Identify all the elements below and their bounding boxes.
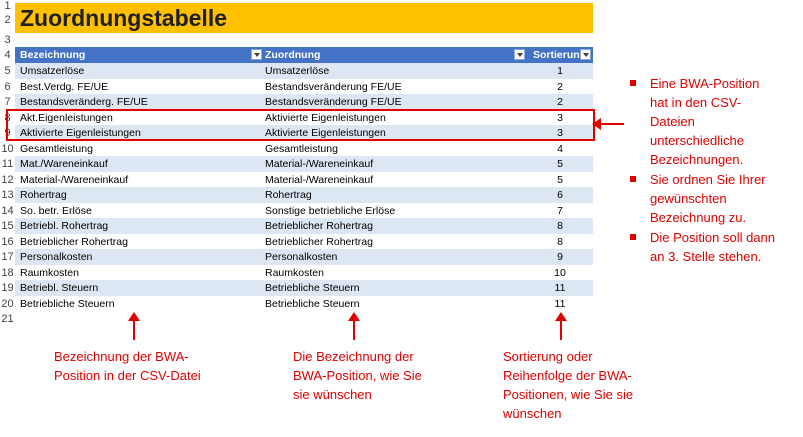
filter-dropdown-icon[interactable] (514, 49, 525, 60)
cell-sortierung[interactable]: 8 (557, 235, 563, 248)
cell-bezeichnung[interactable]: Rohertrag (20, 189, 67, 201)
bullet-line: gewünschten (650, 191, 727, 206)
arrow-left-icon (600, 123, 624, 125)
row-number[interactable]: 11 (1, 158, 14, 170)
bullet-line: Eine BWA-Position (650, 76, 760, 91)
annotation-line: Die Bezeichnung der (293, 349, 414, 364)
cell-zuordnung[interactable]: Betriebliche Steuern (265, 297, 360, 310)
cell-bezeichnung[interactable]: Akt.Eigenleistungen (20, 111, 113, 124)
cell-zuordnung[interactable]: Material-/Wareneinkauf (265, 173, 374, 186)
row-number[interactable]: 4 (0, 47, 15, 63)
cell-bezeichnung[interactable]: Best.Verdg. FE/UE (20, 80, 109, 93)
cell-bezeichnung[interactable]: Betriebl. Rohertrag (20, 220, 109, 232)
table-row[interactable] (15, 63, 593, 79)
cell-zuordnung[interactable]: Material-/Wareneinkauf (265, 158, 374, 170)
cell-sortierung[interactable]: 11 (554, 297, 566, 310)
cell-sortierung[interactable]: 4 (557, 142, 563, 155)
cell-zuordnung[interactable]: Personalkosten (265, 251, 338, 263)
sheet-title: Zuordnungstabelle (20, 5, 227, 31)
cell-zuordnung[interactable]: Gesamtleistung (265, 142, 338, 155)
cell-bezeichnung[interactable]: Aktivierte Eigenleistungen (20, 127, 141, 139)
highlight-box (6, 109, 595, 141)
row-number[interactable]: 19 (1, 282, 14, 294)
annotation-line: Positionen, wie Sie sie (503, 387, 634, 402)
cell-bezeichnung[interactable]: Raumkosten (20, 266, 79, 279)
annotation-col2 (293, 347, 473, 404)
cell-zuordnung[interactable]: Bestandsveränderung FE/UE (265, 80, 402, 93)
header-sortierung: Sortierun (533, 49, 580, 61)
table-row[interactable] (15, 141, 593, 157)
cell-sortierung[interactable]: 11 (554, 282, 566, 294)
cell-bezeichnung[interactable]: Umsatzerlöse (20, 65, 85, 77)
table-row[interactable] (15, 218, 593, 234)
row-number[interactable]: 3 (0, 32, 15, 48)
arrow-up-icon (353, 320, 355, 340)
header-bezeichnung: Bezeichnung (20, 49, 86, 61)
bullet-line: unterschiedliche (650, 133, 744, 148)
cell-sortierung[interactable]: 3 (557, 111, 563, 124)
cell-zuordnung[interactable]: Aktivierte Eigenleistungen (265, 111, 386, 124)
row-number[interactable]: 16 (1, 235, 14, 248)
table-row[interactable] (15, 249, 593, 265)
bullet-square-icon (630, 234, 636, 240)
table-row[interactable] (15, 265, 593, 281)
table-row[interactable] (15, 156, 593, 172)
annotation-line: Bezeichnung der BWA- (54, 349, 189, 364)
table-header-row (15, 47, 593, 63)
row-number[interactable]: 21 (1, 313, 14, 325)
bullet-square-icon (630, 80, 636, 86)
bullet-list (628, 74, 800, 267)
arrow-up-icon (560, 320, 562, 340)
title-cell[interactable] (15, 3, 593, 33)
row-number[interactable]: 9 (0, 125, 15, 141)
row-number[interactable]: 14 (1, 204, 14, 217)
filter-dropdown-icon[interactable] (251, 49, 262, 60)
bullet-line: Sie ordnen Sie Ihrer (650, 172, 766, 187)
table-row[interactable] (15, 234, 593, 250)
annotation-line: sie wünschen (293, 387, 372, 402)
cell-sortierung[interactable]: 5 (557, 158, 563, 170)
cell-zuordnung[interactable]: Sonstige betriebliche Erlöse (265, 204, 396, 217)
cell-bezeichnung[interactable]: Betriebliche Steuern (20, 297, 115, 310)
table-row[interactable] (15, 172, 593, 188)
cell-sortierung[interactable]: 9 (557, 251, 563, 263)
cell-sortierung[interactable]: 6 (557, 189, 563, 201)
cell-zuordnung[interactable]: Betrieblicher Rohertrag (265, 220, 373, 232)
bullet-line: hat in den CSV- (650, 95, 742, 110)
cell-zuordnung[interactable]: Betrieblicher Rohertrag (265, 235, 373, 248)
cell-sortierung[interactable]: 8 (557, 220, 563, 232)
table-row[interactable] (15, 94, 593, 110)
row-number[interactable]: 8 (0, 110, 15, 126)
cell-zuordnung[interactable]: Bestandsveränderung FE/UE (265, 96, 402, 108)
row-number[interactable]: 2 (0, 12, 15, 28)
row-number[interactable]: 13 (1, 189, 14, 201)
annotation-line: BWA-Position, wie Sie (293, 368, 422, 383)
row-number[interactable]: 15 (1, 220, 14, 232)
cell-bezeichnung[interactable]: Personalkosten (20, 251, 93, 263)
annotation-line: Sortierung oder (503, 349, 593, 364)
cell-sortierung[interactable]: 2 (557, 80, 563, 93)
cell-bezeichnung[interactable]: Gesamtleistung (20, 142, 93, 155)
cell-bezeichnung[interactable]: Mat./Wareneinkauf (20, 158, 108, 170)
cell-zuordnung[interactable]: Betriebliche Steuern (265, 282, 360, 294)
bullet-square-icon (630, 176, 636, 182)
row-number[interactable]: 6 (0, 79, 15, 95)
table-row[interactable] (15, 203, 593, 219)
bullet-line: an 3. Stelle stehen. (650, 249, 762, 264)
bullet-line: Dateien (650, 114, 695, 129)
cell-sortierung[interactable]: 10 (554, 266, 566, 279)
row-number[interactable]: 7 (0, 94, 15, 110)
cell-sortierung[interactable]: 2 (557, 96, 563, 108)
row-number[interactable]: 20 (1, 297, 14, 310)
annotation-line: Position in der CSV-Datei (54, 368, 201, 383)
row-number[interactable]: 12 (1, 173, 14, 186)
table-row[interactable] (15, 187, 593, 203)
annotation-col3 (503, 347, 673, 423)
header-zuordnung: Zuordnung (265, 49, 321, 61)
cell-zuordnung[interactable]: Umsatzerlöse (265, 65, 330, 77)
table-row[interactable] (15, 79, 593, 95)
cell-bezeichnung[interactable]: Betrieblicher Rohertrag (20, 235, 128, 248)
cell-sortierung[interactable]: 1 (557, 65, 563, 77)
cell-sortierung[interactable]: 5 (557, 173, 563, 186)
bullet-item (628, 170, 800, 227)
row-number[interactable]: 18 (1, 266, 14, 279)
cell-zuordnung[interactable]: Rohertrag (265, 189, 312, 201)
cell-zuordnung[interactable]: Raumkosten (265, 266, 324, 279)
bullet-line: Bezeichnungen. (650, 152, 744, 167)
cell-bezeichnung[interactable]: Betriebl. Steuern (20, 282, 99, 294)
arrow-up-icon (133, 320, 135, 340)
cell-sortierung[interactable]: 7 (557, 204, 563, 217)
annotation-col1 (54, 347, 254, 385)
bullet-item (628, 228, 800, 266)
cell-bezeichnung[interactable]: Material-/Wareneinkauf (20, 173, 129, 186)
row-number[interactable]: 5 (0, 63, 15, 79)
cell-sortierung[interactable]: 3 (557, 127, 563, 139)
bullet-line: Bezeichnung zu. (650, 210, 747, 225)
bullet-item (628, 74, 800, 169)
table-row[interactable] (15, 280, 593, 296)
cell-bezeichnung[interactable]: So. betr. Erlöse (20, 204, 92, 217)
filter-dropdown-icon[interactable] (580, 49, 591, 60)
table-row[interactable] (15, 296, 593, 312)
row-number[interactable]: 1 (0, 0, 15, 14)
cell-bezeichnung[interactable]: Bestandsveränderg. FE/UE (20, 96, 148, 108)
row-number[interactable]: 10 (1, 142, 14, 155)
row-number[interactable]: 17 (1, 251, 14, 263)
bullet-line: Die Position soll dann (650, 230, 776, 245)
cell-zuordnung[interactable]: Aktivierte Eigenleistungen (265, 127, 386, 139)
annotation-line: wünschen (503, 406, 562, 421)
annotation-line: Reihenfolge der BWA- (503, 368, 632, 383)
